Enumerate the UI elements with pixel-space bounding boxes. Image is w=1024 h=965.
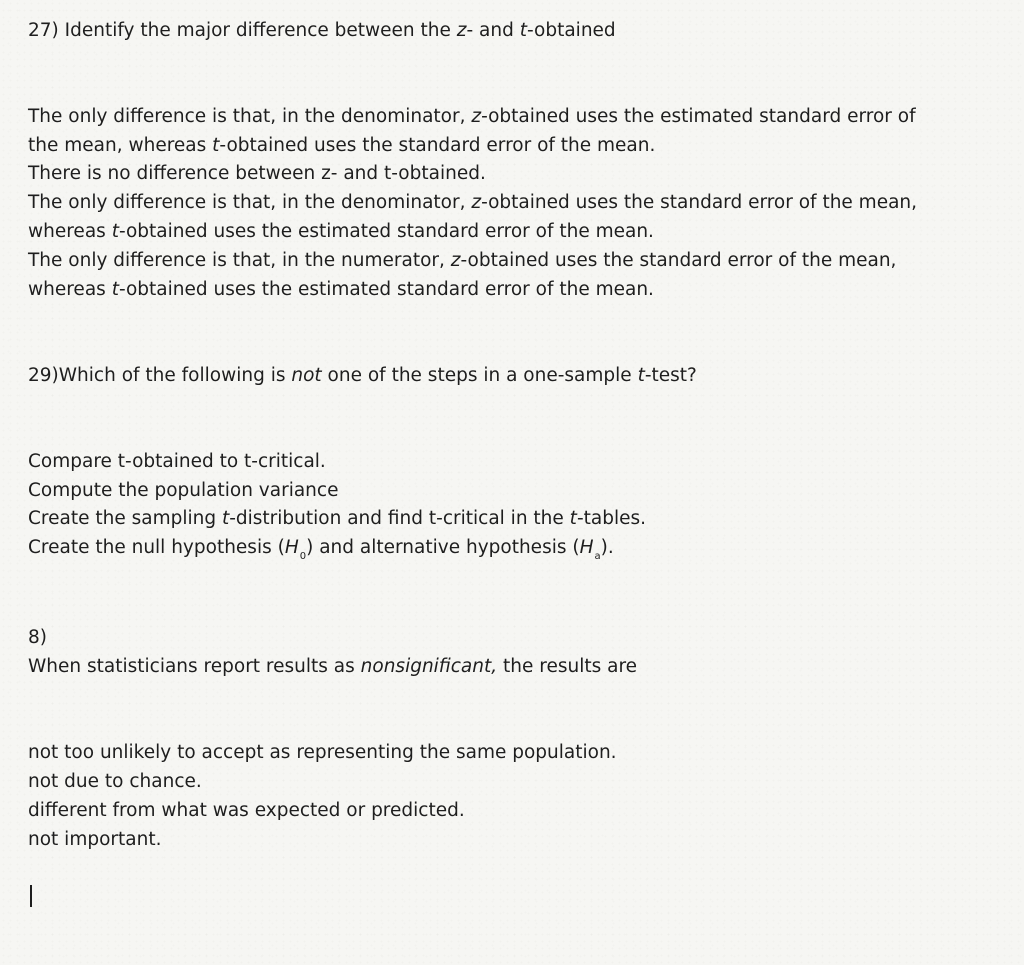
q27-option-3-line-2: whereas t-obtained uses the estimated standard error of the mean.	[28, 221, 654, 242]
q8-option-2: not due to chance.	[28, 771, 202, 792]
q8-option-1: not too unlikely to accept as representing the same population.	[28, 742, 617, 763]
subscript-0: 0	[299, 551, 307, 562]
q27-title: 27) Identify the major difference between the z- and t-obtained	[28, 20, 616, 41]
q8-number: 8)	[28, 627, 47, 648]
text-cursor[interactable]	[30, 885, 32, 907]
q27-option-2: There is no difference between z- and t-obtained.	[28, 163, 486, 184]
subscript-a: a	[594, 551, 601, 562]
q29-option-1: Compare t-obtained to t-critical.	[28, 451, 326, 472]
q29-option-4: Create the null hypothesis $(H_0)$ and alternative hypothesis $(H_a)$.	[28, 537, 614, 562]
q8-option-3: different from what was expected or predicted.	[28, 800, 465, 821]
q27-option-1-line-1: The only difference is that, in the denominator, z-obtained uses the estimated standard error of	[28, 106, 916, 127]
q29-option-2: Compute the population variance	[28, 480, 339, 501]
q29-option-3: Create the sampling t-distribution and find t-critical in the t-tables.	[28, 508, 646, 529]
q27-option-4-line-1: The only difference is that, in the numerator, z-obtained uses the standard error of the mean,	[28, 250, 897, 271]
q27-option-3-line-1: The only difference is that, in the denominator, z-obtained uses the standard error of the mean,	[28, 192, 918, 213]
q29-title: 29)Which of the following is not one of the steps in a one-sample t-test?	[28, 365, 697, 386]
q8-option-4: not important.	[28, 829, 162, 850]
q27-option-4-line-2: whereas t-obtained uses the estimated standard error of the mean.	[28, 279, 654, 300]
q8-stem: When statisticians report results as nonsignificant, the results are	[28, 656, 638, 677]
q27-option-1-line-2: the mean, whereas t-obtained uses the standard error of the mean.	[28, 135, 656, 156]
